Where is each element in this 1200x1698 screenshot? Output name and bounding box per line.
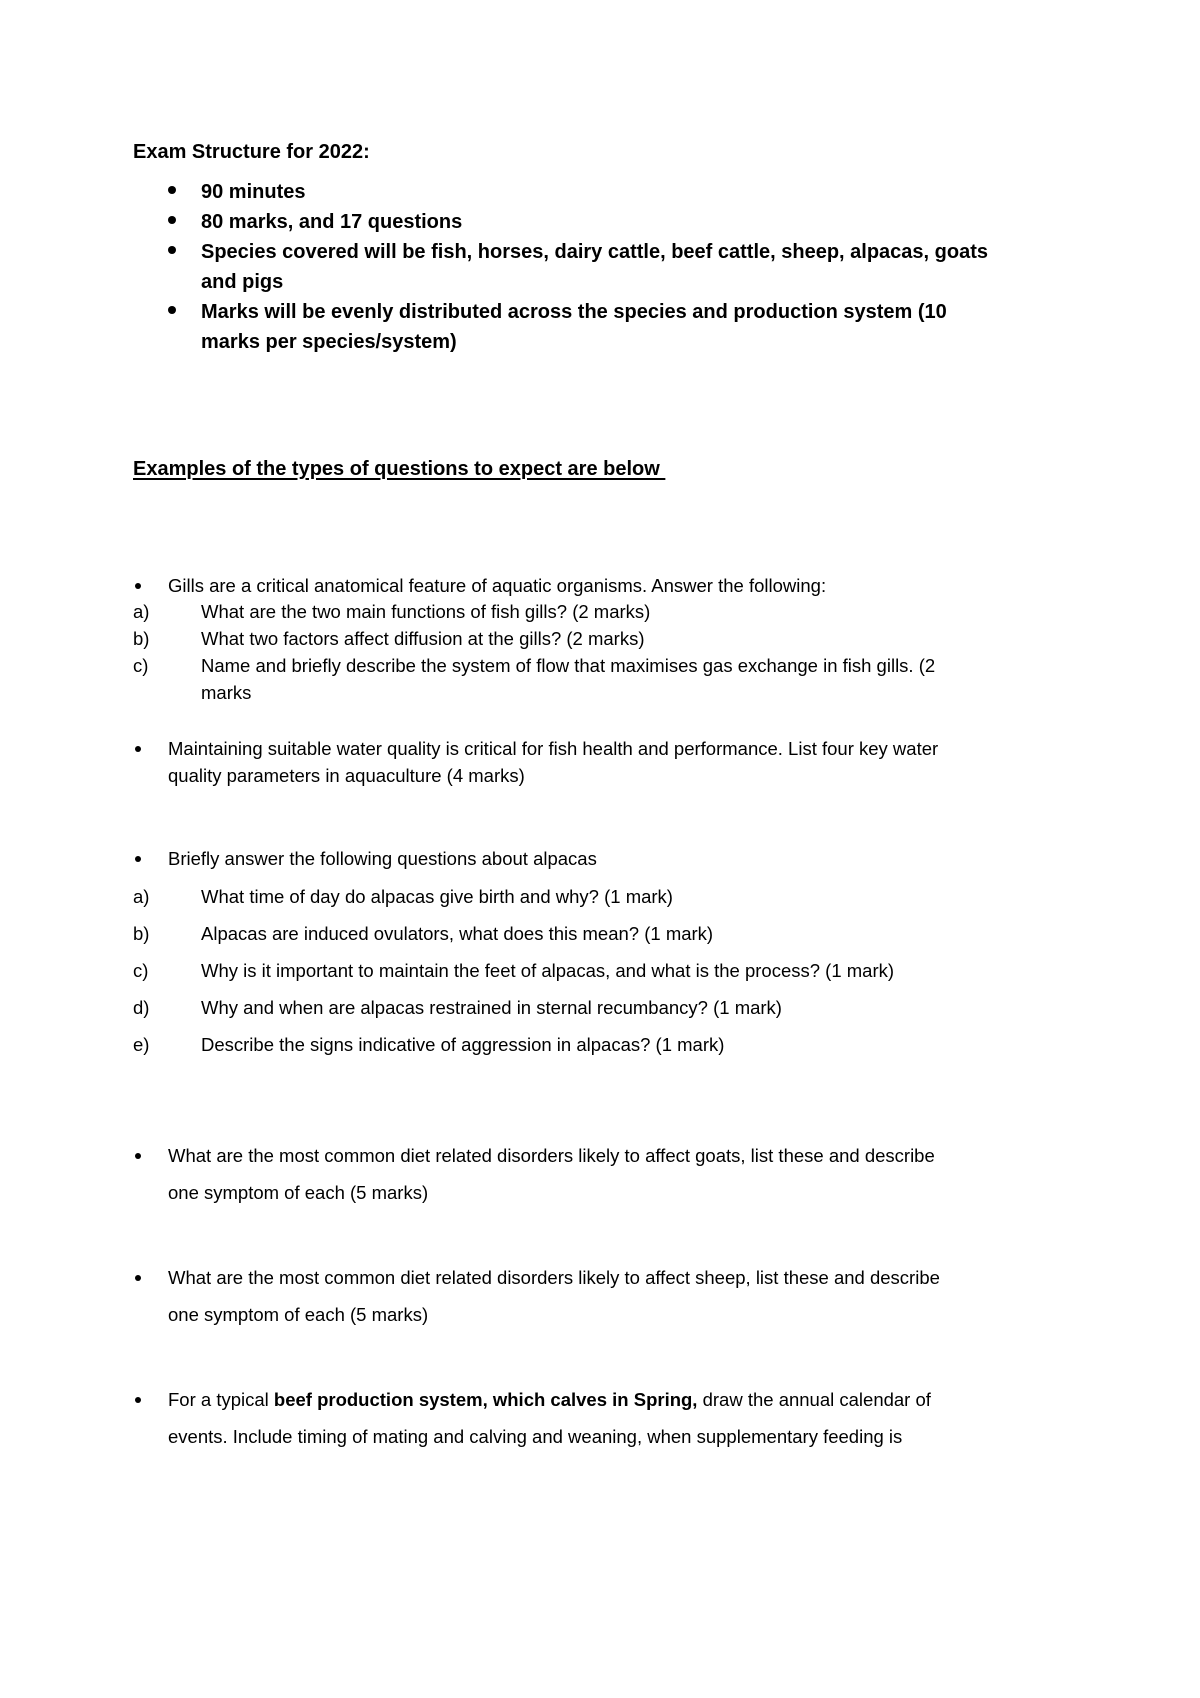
alpacas-part-a-text: What time of day do alpacas give birth and why? (1 mark): [201, 886, 673, 907]
bullet-icon: [168, 216, 176, 224]
alpacas-part-e-label: e): [133, 1034, 150, 1055]
beef-question-pre: For a typical: [168, 1389, 274, 1410]
bullet-icon: [135, 1275, 141, 1281]
beef-question: [168, 1385, 931, 1415]
structure-bullet-distribution-cont: marks per species/system): [201, 331, 457, 353]
beef-question-cont: events. Include timing of mating and calving and weaning, when supplementary feeding is: [168, 1426, 903, 1447]
gills-part-a-text: What are the two main functions of fish gills? (2 marks): [201, 601, 651, 622]
bullet-icon: [135, 1153, 141, 1159]
sheep-question-cont: one symptom of each (5 marks): [168, 1304, 429, 1325]
gills-part-b-label: b): [133, 628, 150, 649]
alpacas-part-d-text: Why and when are alpacas restrained in sternal recumbancy? (1 mark): [201, 997, 782, 1018]
structure-bullet-species: Species covered will be fish, horses, dairy cattle, beef cattle, sheep, alpacas, goats: [201, 241, 988, 263]
goats-question-cont: one symptom of each (5 marks): [168, 1182, 429, 1203]
alpacas-part-d-label: d): [133, 997, 150, 1018]
bullet-icon: [168, 306, 176, 314]
gills-part-c-text-cont: marks: [201, 682, 252, 703]
gills-part-c-text: Name and briefly describe the system of flow that maximises gas exchange in fish gills. (2: [201, 655, 936, 676]
bullet-icon: [135, 746, 141, 752]
structure-bullet-duration: 90 minutes: [201, 181, 306, 203]
alpacas-part-a-label: a): [133, 886, 150, 907]
exam-structure-title: Exam Structure for 2022:: [133, 141, 370, 163]
water-quality-question: Maintaining suitable water quality is critical for fish health and performance. List four key water: [168, 738, 939, 759]
structure-bullet-marks: 80 marks, and 17 questions: [201, 211, 463, 233]
alpacas-part-b-text: Alpacas are induced ovulators, what does this mean? (1 mark): [201, 923, 714, 944]
alpacas-part-c-text: Why is it important to maintain the feet of alpacas, and what is the process? (1 mark): [201, 960, 895, 981]
alpacas-part-e-text: Describe the signs indicative of aggression in alpacas? (1 mark): [201, 1034, 725, 1055]
gills-part-a-label: a): [133, 601, 150, 622]
goats-question: What are the most common diet related disorders likely to affect goats, list these and describe: [168, 1145, 935, 1166]
sheep-question: What are the most common diet related disorders likely to affect sheep, list these and describe: [168, 1267, 940, 1288]
gills-question-intro: Gills are a critical anatomical feature of aquatic organisms. Answer the following:: [168, 575, 827, 596]
alpacas-question-intro: Briefly answer the following questions about alpacas: [168, 848, 597, 869]
structure-bullet-species-cont: and pigs: [201, 271, 284, 293]
bullet-icon: [135, 583, 141, 589]
gills-part-c-label: c): [133, 655, 149, 676]
examples-heading: Examples of the types of questions to expect are below: [133, 458, 666, 480]
structure-bullet-distribution: Marks will be evenly distributed across the species and production system (10: [201, 301, 947, 323]
water-quality-question-cont: quality parameters in aquaculture (4 marks): [168, 765, 525, 786]
bullet-icon: [168, 246, 176, 254]
bullet-icon: [168, 186, 176, 194]
beef-question-post: draw the annual calendar of: [697, 1389, 931, 1410]
bullet-icon: [135, 856, 141, 862]
gills-part-b-text: What two factors affect diffusion at the gills? (2 marks): [201, 628, 645, 649]
bullet-icon: [135, 1397, 141, 1403]
beef-question-bold: beef production system, which calves in Spring,: [273, 1389, 698, 1410]
alpacas-part-b-label: b): [133, 923, 150, 944]
alpacas-part-c-label: c): [133, 960, 149, 981]
